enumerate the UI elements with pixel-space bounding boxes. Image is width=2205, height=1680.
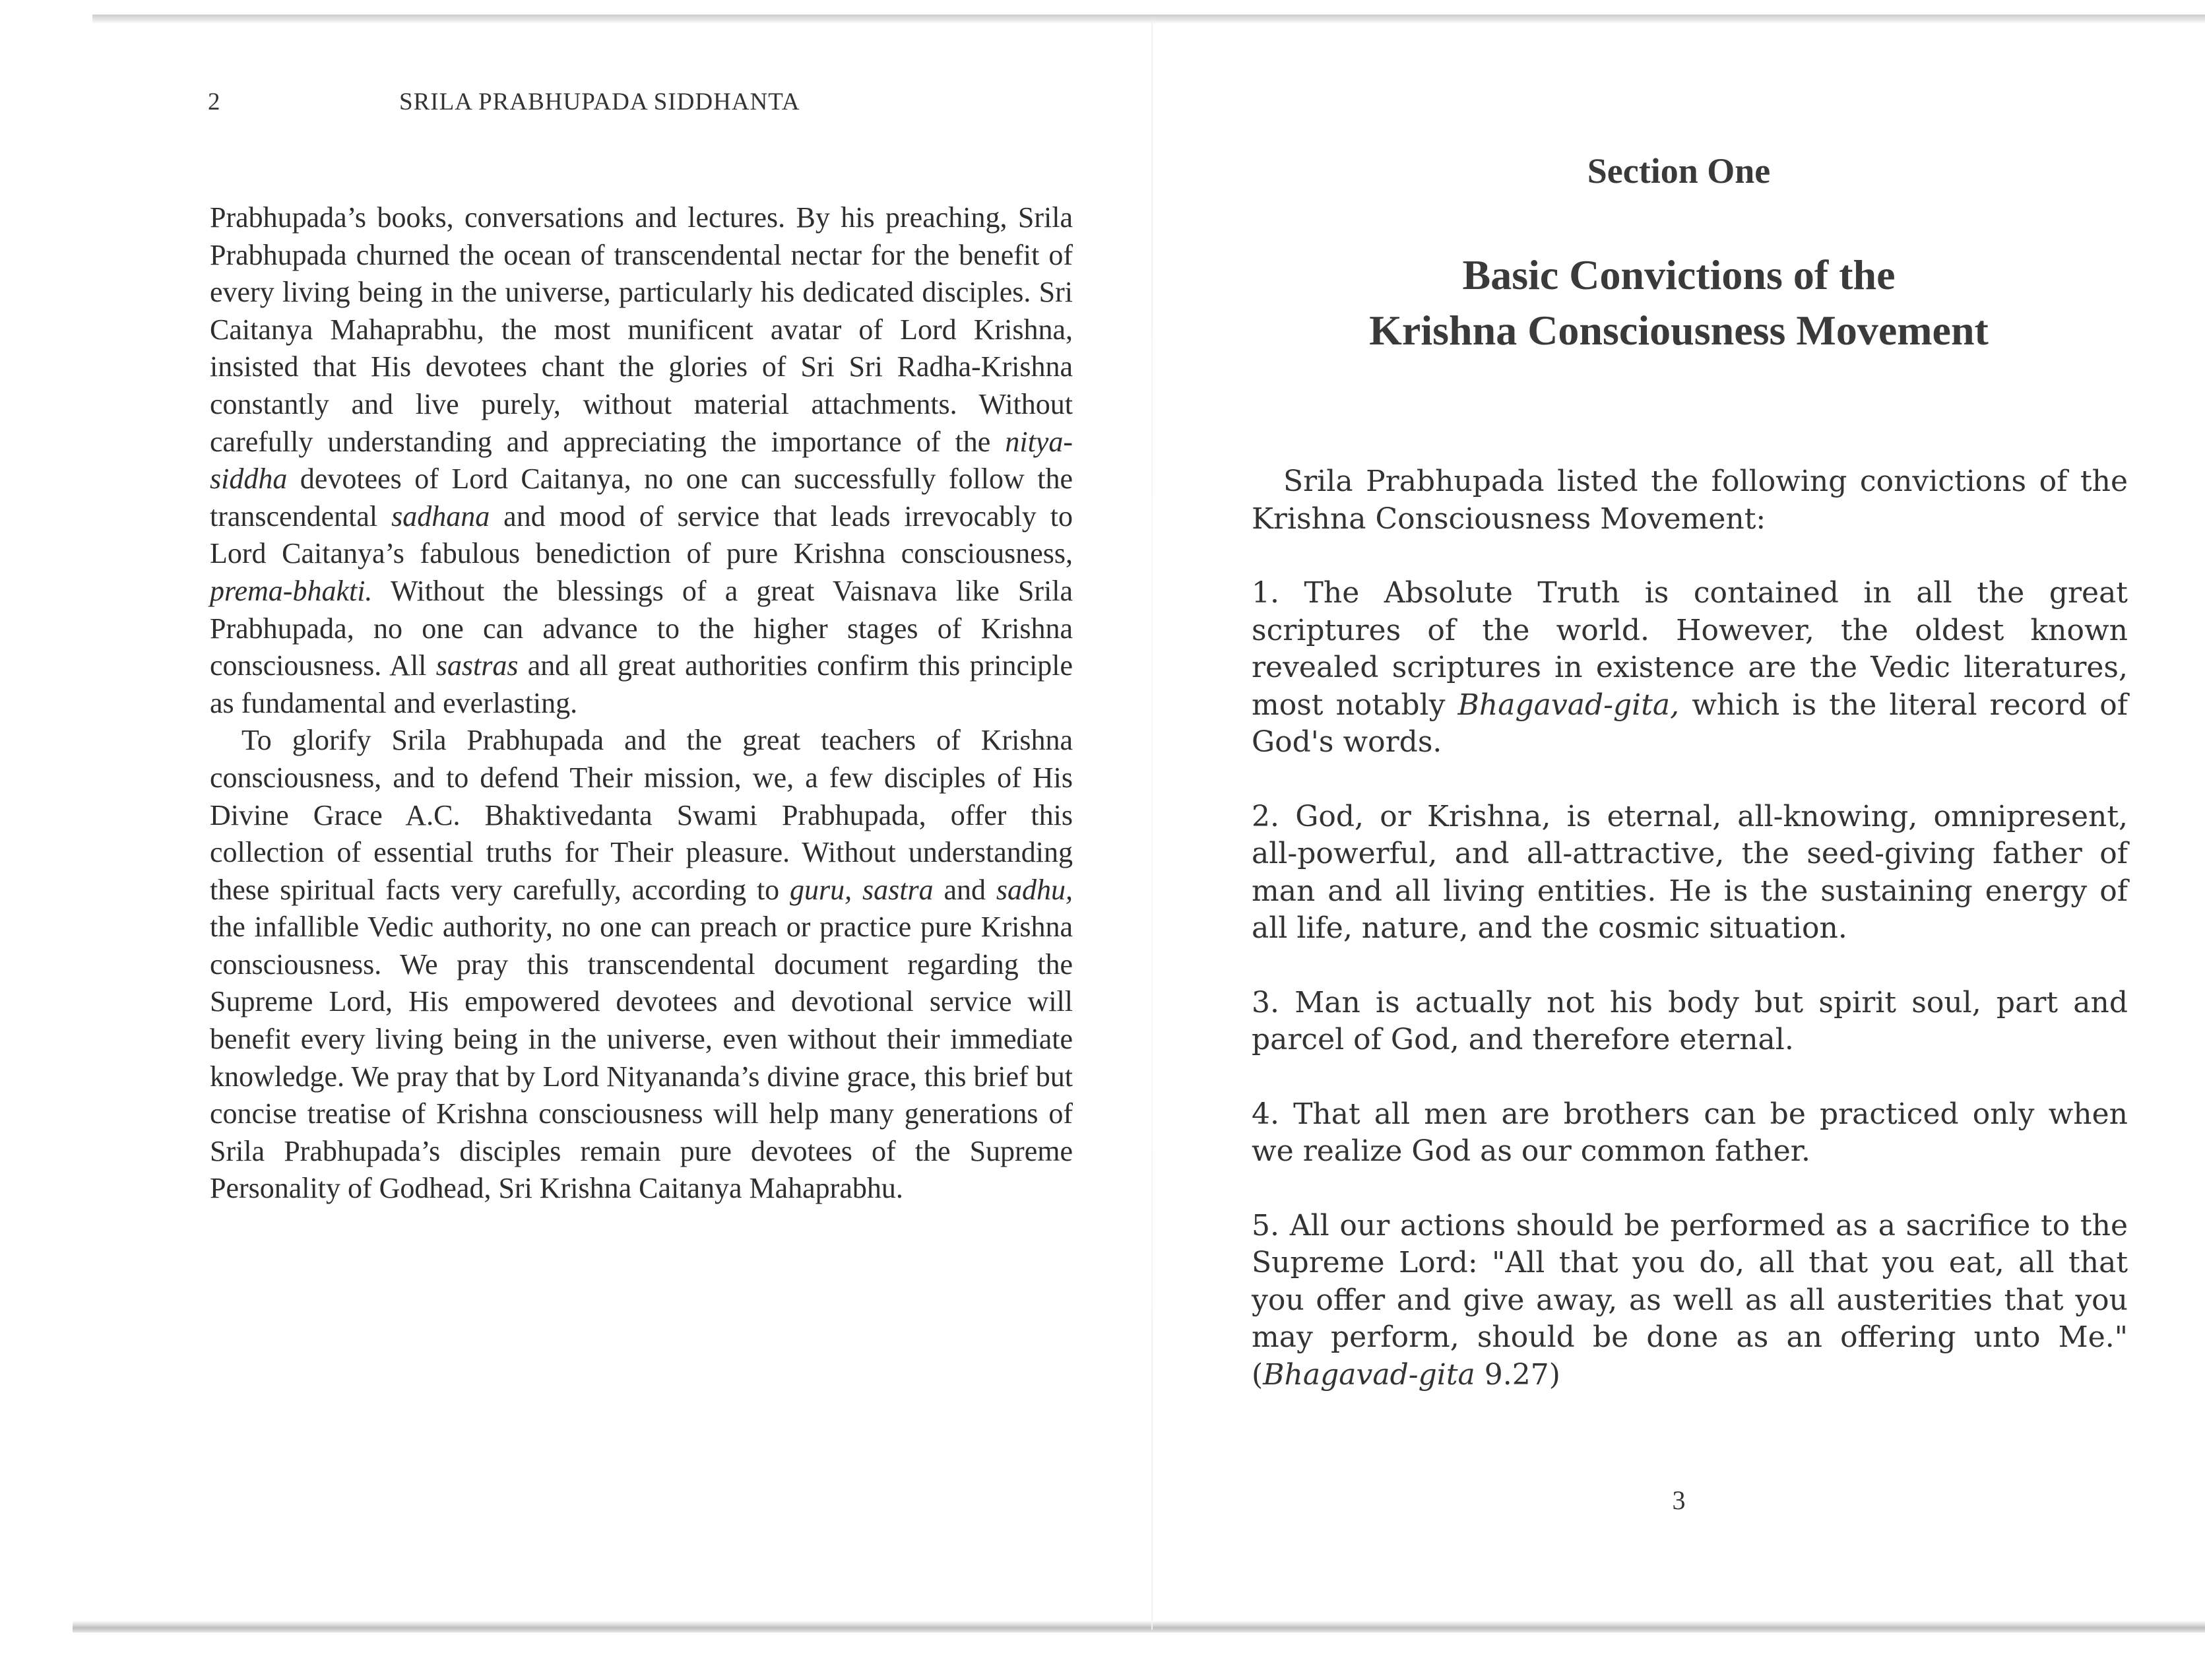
text-run: Prabhupada’s books, conversations and lectures. By his preaching, Srila Prabhupada churned the ocean of transcendental nectar for the benefit of every living being in the universe, particularly his dedicated disciples. Sri Caitanya Mahaprabhu, the most munificent avatar of Lord Krishna, insisted that His devotees chant the glories of Sri Sri Radha-Krishna constantly and live purely, without material attachments. Without carefully understanding and appreciating the importance of the [210, 201, 1073, 458]
conviction-2: 2. God, or Krishna, is eternal, all-knowing, omnipresent, all-powerful, and all-attractive, the seed-giving father of man and all living entities. He is the sustaining energy of all life, nature, and the cosmic situation. [1252, 799, 2128, 945]
text-run: 5. All our actions should be performed as a sacrifice to the Supreme Lord: "All that you do, all that you eat, all that you offer and give away, as well as all austerities that you may perform, should be done as an offering unto Me." ( [1252, 1208, 2128, 1392]
running-title: SRILA PRABHUPADA SIDDHANTA [399, 88, 800, 115]
page-number-right: 3 [1672, 1485, 1686, 1515]
chapter-title-line-1: Basic Convictions of the [1462, 251, 1896, 298]
chapter-title-line-2: Krishna Consciousness Movement [1369, 307, 1989, 354]
right-body-text [1252, 463, 2128, 1431]
text-run: To glorify Srila Prabhupada and the great teachers of Krishna consciousness, and to defend Their mission, we, a few disciples of His Divine Grace A.C. Bhaktivedanta Swami Prabhupada, offer this collection of essential truths for Their pleasure. Without understanding these spiritual facts very carefully, according to [210, 724, 1073, 906]
text-run: the infallible Vedic authority, no one can preach or practice pure Krishna consciousness. We pray this transcendental document regarding the Supreme Lord, His empowered devotees and devotional service will benefit every living being in the universe, even without their immediate knowledge. We pray that by Lord Nityananda’s divine grace, this brief but concise treatise of Krishna consciousness will help many generations of Srila Prabhupada’s disciples remain pure devotees of the Supreme Personality of Godhead, Sri Krishna Caitanya Mahaprabhu. [210, 911, 1073, 1205]
text-run: and [933, 873, 996, 906]
text-run: 9.27) [1475, 1357, 1560, 1392]
italic-term: sastras [435, 649, 519, 682]
conviction-5 [1252, 1208, 2128, 1394]
text-run: and all great authorities confirm this principle as fundamental and everlasting. [210, 649, 1073, 719]
italic-term: Bhagavad-gita, [1457, 688, 1680, 722]
italic-term: nitya-siddha [210, 425, 1073, 496]
page-number-left: 2 [208, 88, 221, 115]
italic-term: prema-bhakti. [210, 574, 373, 607]
text-run: and mood of service that leads irrevocably to Lord Caitanya’s fabulous benediction of pure Krishna consciousness, [210, 500, 1073, 570]
text-run: which is the literal record of God's words. [1252, 688, 2128, 759]
paragraph-1 [210, 199, 1073, 722]
paragraph-2 [210, 722, 1073, 1208]
conviction-3: 3. Man is actually not his body but spirit soul, part and parcel of God, and therefore eternal. [1252, 985, 2128, 1056]
italic-term: guru, sastra [790, 873, 934, 906]
chapter-title [1153, 247, 2205, 358]
intro-paragraph: Srila Prabhupada listed the following convictions of the Krishna Consciousness Movement: [1252, 465, 2128, 536]
section-label: Section One [1587, 151, 1771, 191]
left-body-text [210, 199, 1073, 1208]
italic-term: sadhu, [996, 873, 1073, 906]
right-page [1153, 0, 2205, 1680]
conviction-1 [1252, 575, 2128, 761]
text-run: 1. The Absolute Truth is contained in all the great scriptures of the world. However, the oldest known revealed scriptures in existence are the Vedic literatures, most notably [1252, 576, 2128, 722]
conviction-4: 4. That all men are brothers can be practiced only when we realize God as our common father. [1252, 1097, 2128, 1168]
italic-term: Bhagavad-gita [1263, 1357, 1475, 1392]
text-run: Without the blessings of a great Vaisnava like Srila Prabhupada, no one can advance to the higher stages of Krishna consciousness. All [210, 574, 1073, 682]
text-run: devotees of Lord Caitanya, no one can successfully follow the transcendental [210, 463, 1073, 533]
italic-term: sadhana [391, 500, 490, 533]
